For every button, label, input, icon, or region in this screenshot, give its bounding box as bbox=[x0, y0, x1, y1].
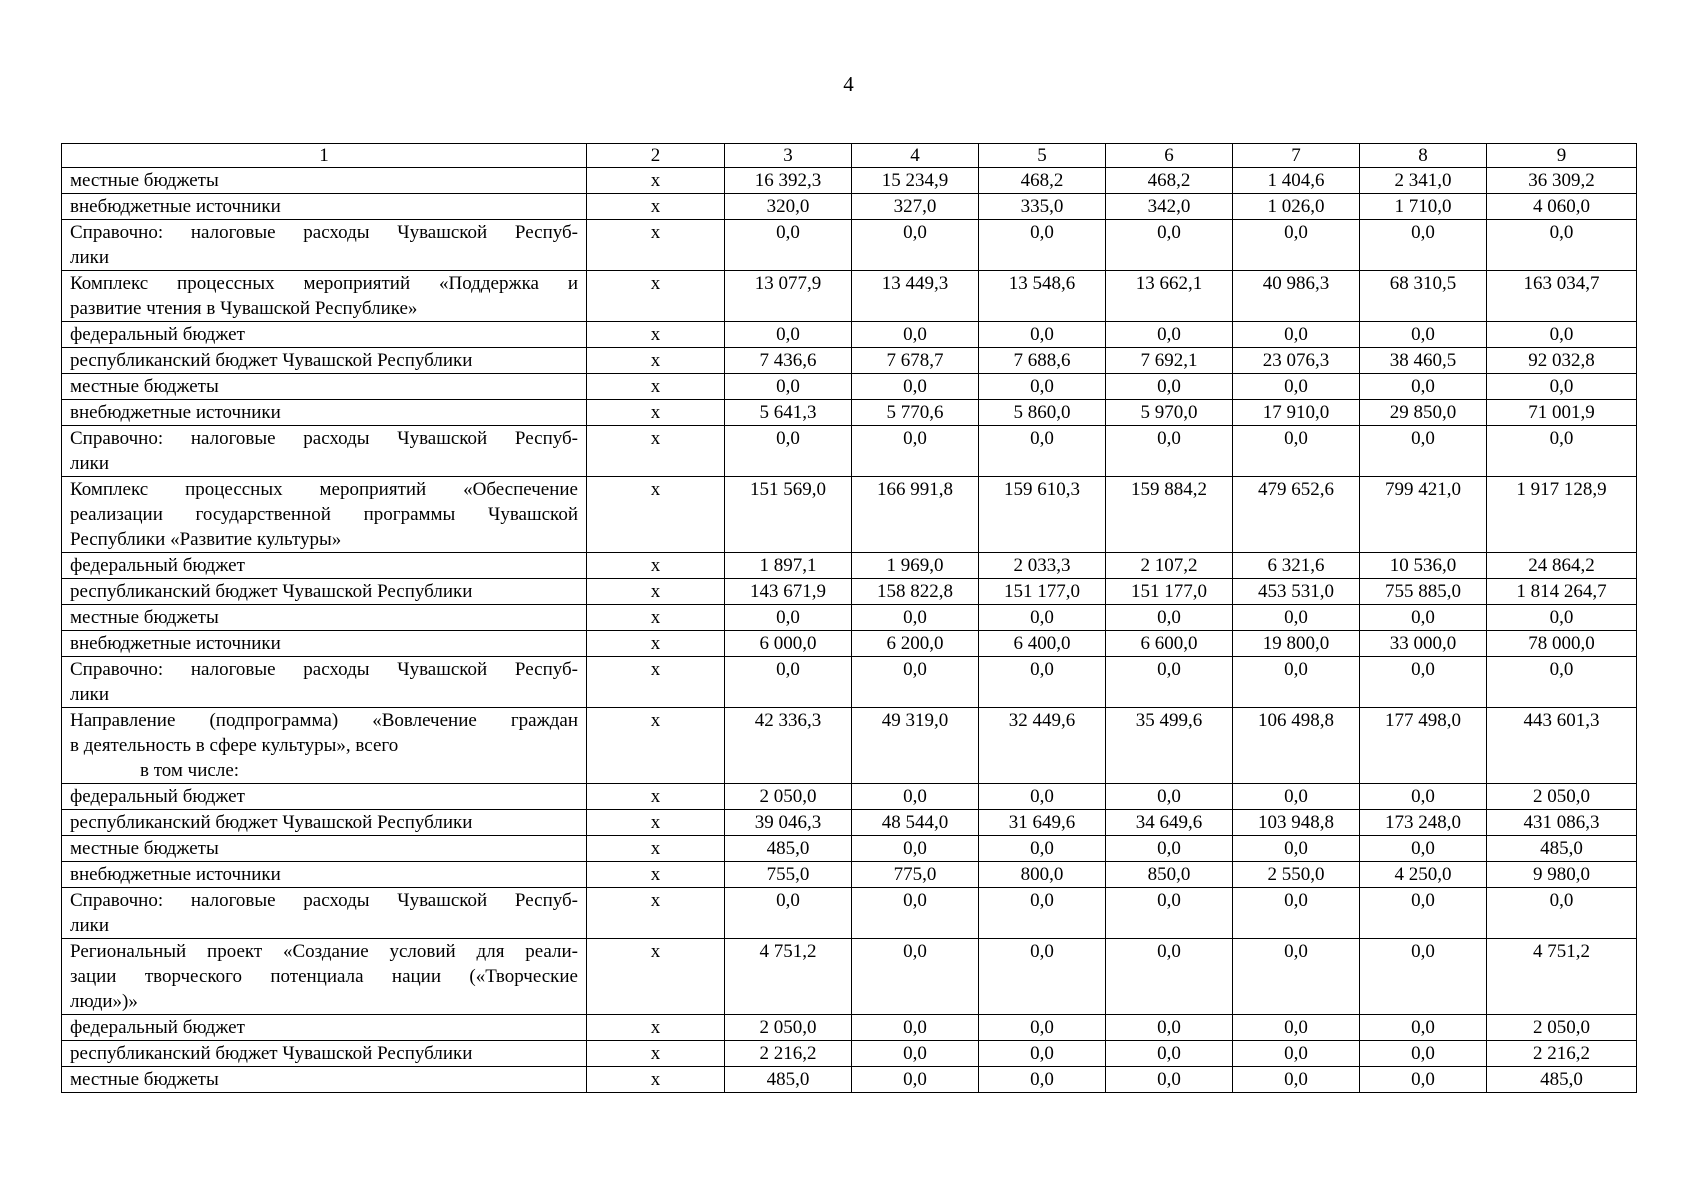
row-value-cell: 0,0 bbox=[979, 1041, 1106, 1067]
row-value-cell: 29 850,0 bbox=[1360, 400, 1487, 426]
row-value-cell: 0,0 bbox=[1106, 1067, 1233, 1093]
row-value-cell: 49 319,0 bbox=[852, 708, 979, 784]
table-row bbox=[62, 1067, 1637, 1093]
row-name-cell bbox=[62, 708, 587, 784]
row-value-cell: 0,0 bbox=[1233, 1041, 1360, 1067]
table-row bbox=[62, 400, 1637, 426]
row-value-cell: 13 449,3 bbox=[852, 271, 979, 322]
row-name-cell bbox=[62, 1067, 587, 1093]
row-name-cell bbox=[62, 1015, 587, 1041]
row-code-cell: х bbox=[587, 939, 725, 1015]
row-value-cell: 0,0 bbox=[1106, 1041, 1233, 1067]
row-code-cell: х bbox=[587, 1067, 725, 1093]
row-value-cell: 468,2 bbox=[979, 168, 1106, 194]
row-name-line: местные бюджеты bbox=[70, 170, 219, 191]
row-value-cell: 4 250,0 bbox=[1360, 862, 1487, 888]
row-value-cell: 0,0 bbox=[1106, 426, 1233, 477]
row-value-cell: 0,0 bbox=[1360, 605, 1487, 631]
row-value-cell: 2 050,0 bbox=[725, 1015, 852, 1041]
row-value-cell: 0,0 bbox=[852, 322, 979, 348]
row-value-cell: 106 498,8 bbox=[1233, 708, 1360, 784]
row-value-cell: 0,0 bbox=[1106, 836, 1233, 862]
table-row bbox=[62, 810, 1637, 836]
row-value-cell: 4 060,0 bbox=[1487, 194, 1637, 220]
row-name-line: лики bbox=[70, 453, 110, 474]
column-number-row bbox=[62, 144, 1637, 168]
row-value-cell: 1 897,1 bbox=[725, 553, 852, 579]
row-value-cell: 0,0 bbox=[1360, 784, 1487, 810]
row-value-cell: 2 550,0 bbox=[1233, 862, 1360, 888]
row-name-cell bbox=[62, 168, 587, 194]
row-value-cell: 342,0 bbox=[1106, 194, 1233, 220]
row-name-line: местные бюджеты bbox=[70, 838, 219, 859]
column-header: 2 bbox=[587, 144, 725, 168]
row-value-cell: 0,0 bbox=[1106, 939, 1233, 1015]
row-value-cell: 1 710,0 bbox=[1360, 194, 1487, 220]
row-name-cell bbox=[62, 939, 587, 1015]
row-value-cell: 0,0 bbox=[979, 888, 1106, 939]
row-value-cell: 6 400,0 bbox=[979, 631, 1106, 657]
row-value-cell: 0,0 bbox=[852, 1015, 979, 1041]
row-value-cell: 7 692,1 bbox=[1106, 348, 1233, 374]
row-value-cell: 17 910,0 bbox=[1233, 400, 1360, 426]
row-value-cell: 0,0 bbox=[979, 939, 1106, 1015]
row-code-cell: х bbox=[587, 374, 725, 400]
row-code-cell: х bbox=[587, 579, 725, 605]
row-name-cell bbox=[62, 605, 587, 631]
row-value-cell: 36 309,2 bbox=[1487, 168, 1637, 194]
row-value-cell: 755,0 bbox=[725, 862, 852, 888]
table-row bbox=[62, 836, 1637, 862]
row-code-cell: х bbox=[587, 426, 725, 477]
row-name-line: республиканский бюджет Чувашской Республики bbox=[70, 350, 473, 371]
row-name-cell bbox=[62, 810, 587, 836]
row-value-cell: 0,0 bbox=[1233, 888, 1360, 939]
row-value-cell: 0,0 bbox=[1487, 657, 1637, 708]
row-value-cell: 468,2 bbox=[1106, 168, 1233, 194]
row-code-cell: х bbox=[587, 784, 725, 810]
row-value-cell: 13 077,9 bbox=[725, 271, 852, 322]
row-name-cell bbox=[62, 657, 587, 708]
row-name-line: лики bbox=[70, 247, 110, 268]
row-value-cell: 6 321,6 bbox=[1233, 553, 1360, 579]
row-value-cell: 0,0 bbox=[1360, 1015, 1487, 1041]
row-name-cell bbox=[62, 862, 587, 888]
row-value-cell: 4 751,2 bbox=[725, 939, 852, 1015]
table-row bbox=[62, 322, 1637, 348]
row-value-cell: 431 086,3 bbox=[1487, 810, 1637, 836]
table-row bbox=[62, 1015, 1637, 1041]
row-value-cell: 16 392,3 bbox=[725, 168, 852, 194]
row-value-cell: 0,0 bbox=[1360, 836, 1487, 862]
row-value-cell: 5 970,0 bbox=[1106, 400, 1233, 426]
row-name-cell bbox=[62, 553, 587, 579]
row-value-cell: 7 688,6 bbox=[979, 348, 1106, 374]
row-value-cell: 479 652,6 bbox=[1233, 477, 1360, 553]
row-value-cell: 0,0 bbox=[852, 939, 979, 1015]
row-value-cell: 13 548,6 bbox=[979, 271, 1106, 322]
row-name-line: местные бюджеты bbox=[70, 376, 219, 397]
row-value-cell: 0,0 bbox=[1106, 784, 1233, 810]
row-code-cell: х bbox=[587, 657, 725, 708]
row-value-cell: 158 822,8 bbox=[852, 579, 979, 605]
row-value-cell: 42 336,3 bbox=[725, 708, 852, 784]
row-value-cell: 2 216,2 bbox=[725, 1041, 852, 1067]
row-value-cell: 177 498,0 bbox=[1360, 708, 1487, 784]
row-value-cell: 0,0 bbox=[979, 426, 1106, 477]
row-value-cell: 0,0 bbox=[1487, 426, 1637, 477]
row-value-cell: 0,0 bbox=[1360, 1067, 1487, 1093]
row-value-cell: 34 649,6 bbox=[1106, 810, 1233, 836]
row-code-cell: х bbox=[587, 605, 725, 631]
row-name-line: Комплекс процессных мероприятий «Поддержка и bbox=[70, 273, 578, 294]
row-value-cell: 32 449,6 bbox=[979, 708, 1106, 784]
table-row bbox=[62, 862, 1637, 888]
row-name-cell bbox=[62, 579, 587, 605]
row-value-cell: 0,0 bbox=[1106, 322, 1233, 348]
row-name-line: внебюджетные источники bbox=[70, 402, 281, 423]
row-value-cell: 4 751,2 bbox=[1487, 939, 1637, 1015]
table-row bbox=[62, 579, 1637, 605]
row-value-cell: 485,0 bbox=[1487, 836, 1637, 862]
row-value-cell: 2 050,0 bbox=[1487, 1015, 1637, 1041]
row-name-cell bbox=[62, 271, 587, 322]
row-value-cell: 0,0 bbox=[1106, 374, 1233, 400]
row-code-cell: х bbox=[587, 400, 725, 426]
table-row bbox=[62, 1041, 1637, 1067]
row-name-line: в деятельность в сфере культуры», всего bbox=[70, 735, 399, 756]
row-value-cell: 143 671,9 bbox=[725, 579, 852, 605]
row-value-cell: 0,0 bbox=[852, 1067, 979, 1093]
row-value-cell: 0,0 bbox=[979, 1015, 1106, 1041]
row-code-cell: х bbox=[587, 220, 725, 271]
row-value-cell: 0,0 bbox=[979, 784, 1106, 810]
row-value-cell: 13 662,1 bbox=[1106, 271, 1233, 322]
row-value-cell: 0,0 bbox=[979, 657, 1106, 708]
row-value-cell: 6 600,0 bbox=[1106, 631, 1233, 657]
row-name-line: реализации государственной программы Чувашской bbox=[70, 504, 578, 525]
row-value-cell: 0,0 bbox=[1487, 605, 1637, 631]
row-value-cell: 0,0 bbox=[1360, 322, 1487, 348]
row-value-cell: 9 980,0 bbox=[1487, 862, 1637, 888]
row-value-cell: 0,0 bbox=[1233, 374, 1360, 400]
budget-table bbox=[61, 143, 1637, 1093]
row-name-line: зации творческого потенциала нации («Творческие bbox=[70, 966, 578, 987]
column-header: 6 bbox=[1106, 144, 1233, 168]
row-value-cell: 0,0 bbox=[1233, 784, 1360, 810]
row-name-cell bbox=[62, 1041, 587, 1067]
row-code-cell: х bbox=[587, 168, 725, 194]
row-value-cell: 1 917 128,9 bbox=[1487, 477, 1637, 553]
row-code-cell: х bbox=[587, 631, 725, 657]
row-value-cell: 92 032,8 bbox=[1487, 348, 1637, 374]
column-header: 9 bbox=[1487, 144, 1637, 168]
row-value-cell: 0,0 bbox=[1487, 322, 1637, 348]
row-value-cell: 68 310,5 bbox=[1360, 271, 1487, 322]
row-value-cell: 0,0 bbox=[852, 426, 979, 477]
row-value-cell: 0,0 bbox=[979, 836, 1106, 862]
row-value-cell: 0,0 bbox=[1106, 1015, 1233, 1041]
row-value-cell: 0,0 bbox=[1360, 426, 1487, 477]
row-value-cell: 0,0 bbox=[852, 836, 979, 862]
row-name-line: лики bbox=[70, 684, 110, 705]
row-value-cell: 1 026,0 bbox=[1233, 194, 1360, 220]
column-header: 8 bbox=[1360, 144, 1487, 168]
row-value-cell: 0,0 bbox=[1360, 1041, 1487, 1067]
row-code-cell: х bbox=[587, 810, 725, 836]
table-row bbox=[62, 271, 1637, 322]
row-value-cell: 0,0 bbox=[725, 657, 852, 708]
row-value-cell: 850,0 bbox=[1106, 862, 1233, 888]
row-value-cell: 0,0 bbox=[1233, 220, 1360, 271]
row-value-cell: 335,0 bbox=[979, 194, 1106, 220]
row-value-cell: 24 864,2 bbox=[1487, 553, 1637, 579]
table-row bbox=[62, 939, 1637, 1015]
table-row bbox=[62, 348, 1637, 374]
row-value-cell: 35 499,6 bbox=[1106, 708, 1233, 784]
table-row bbox=[62, 631, 1637, 657]
row-name-cell bbox=[62, 477, 587, 553]
row-value-cell: 0,0 bbox=[725, 888, 852, 939]
row-value-cell: 0,0 bbox=[1106, 220, 1233, 271]
row-value-cell: 33 000,0 bbox=[1360, 631, 1487, 657]
row-value-cell: 0,0 bbox=[852, 888, 979, 939]
row-name-line: федеральный бюджет bbox=[70, 786, 245, 807]
row-name-line: Справочно: налоговые расходы Чувашской Респуб- bbox=[70, 428, 578, 449]
row-value-cell: 0,0 bbox=[1233, 605, 1360, 631]
row-value-cell: 0,0 bbox=[725, 426, 852, 477]
row-name-line: Справочно: налоговые расходы Чувашской Респуб- bbox=[70, 890, 578, 911]
column-header: 4 bbox=[852, 144, 979, 168]
row-value-cell: 1 404,6 bbox=[1233, 168, 1360, 194]
row-value-cell: 0,0 bbox=[1106, 888, 1233, 939]
row-code-cell: х bbox=[587, 322, 725, 348]
row-name-line: внебюджетные источники bbox=[70, 633, 281, 654]
row-value-cell: 39 046,3 bbox=[725, 810, 852, 836]
row-name-line: Региональный проект «Создание условий для реали- bbox=[70, 941, 578, 962]
row-value-cell: 775,0 bbox=[852, 862, 979, 888]
row-value-cell: 0,0 bbox=[1360, 888, 1487, 939]
row-name-line: Справочно: налоговые расходы Чувашской Респуб- bbox=[70, 222, 578, 243]
table-row bbox=[62, 220, 1637, 271]
row-value-cell: 0,0 bbox=[1106, 657, 1233, 708]
row-name-line: лики bbox=[70, 915, 110, 936]
row-value-cell: 485,0 bbox=[725, 836, 852, 862]
row-value-cell: 7 678,7 bbox=[852, 348, 979, 374]
table-row bbox=[62, 168, 1637, 194]
row-code-cell: х bbox=[587, 836, 725, 862]
row-value-cell: 0,0 bbox=[979, 220, 1106, 271]
row-value-cell: 2 033,3 bbox=[979, 553, 1106, 579]
row-code-cell: х bbox=[587, 1015, 725, 1041]
row-value-cell: 0,0 bbox=[852, 784, 979, 810]
row-value-cell: 0,0 bbox=[725, 374, 852, 400]
row-value-cell: 0,0 bbox=[1233, 1015, 1360, 1041]
row-value-cell: 40 986,3 bbox=[1233, 271, 1360, 322]
row-value-cell: 0,0 bbox=[1360, 220, 1487, 271]
row-code-cell: х bbox=[587, 888, 725, 939]
row-code-cell: х bbox=[587, 477, 725, 553]
row-value-cell: 320,0 bbox=[725, 194, 852, 220]
row-value-cell: 0,0 bbox=[1360, 657, 1487, 708]
row-name-cell bbox=[62, 374, 587, 400]
row-value-cell: 71 001,9 bbox=[1487, 400, 1637, 426]
row-code-cell: х bbox=[587, 271, 725, 322]
row-value-cell: 19 800,0 bbox=[1233, 631, 1360, 657]
row-value-cell: 0,0 bbox=[852, 374, 979, 400]
row-value-cell: 0,0 bbox=[979, 605, 1106, 631]
row-value-cell: 0,0 bbox=[1233, 1067, 1360, 1093]
row-value-cell: 78 000,0 bbox=[1487, 631, 1637, 657]
row-name-cell bbox=[62, 348, 587, 374]
row-name-line: федеральный бюджет bbox=[70, 324, 245, 345]
row-name-cell bbox=[62, 400, 587, 426]
table-row bbox=[62, 657, 1637, 708]
row-value-cell: 0,0 bbox=[979, 1067, 1106, 1093]
row-value-cell: 0,0 bbox=[725, 322, 852, 348]
row-name-line: Комплекс процессных мероприятий «Обеспечение bbox=[70, 479, 578, 500]
row-value-cell: 0,0 bbox=[1233, 939, 1360, 1015]
row-value-cell: 800,0 bbox=[979, 862, 1106, 888]
row-name-line: местные бюджеты bbox=[70, 1069, 219, 1090]
table-row bbox=[62, 888, 1637, 939]
row-value-cell: 0,0 bbox=[725, 220, 852, 271]
row-name-cell bbox=[62, 220, 587, 271]
row-code-cell: х bbox=[587, 553, 725, 579]
row-value-cell: 1 969,0 bbox=[852, 553, 979, 579]
row-value-cell: 485,0 bbox=[1487, 1067, 1637, 1093]
row-value-cell: 6 200,0 bbox=[852, 631, 979, 657]
row-value-cell: 151 569,0 bbox=[725, 477, 852, 553]
row-value-cell: 0,0 bbox=[1360, 374, 1487, 400]
row-value-cell: 5 860,0 bbox=[979, 400, 1106, 426]
row-name-line: республиканский бюджет Чувашской Республики bbox=[70, 1043, 473, 1064]
row-code-cell: х bbox=[587, 1041, 725, 1067]
row-name-subnote: в том числе: bbox=[140, 760, 240, 781]
row-name-cell bbox=[62, 888, 587, 939]
row-name-cell bbox=[62, 194, 587, 220]
row-value-cell: 0,0 bbox=[1360, 939, 1487, 1015]
row-name-line: Направление (подпрограмма) «Вовлечение граждан bbox=[70, 710, 578, 731]
row-value-cell: 0,0 bbox=[1233, 836, 1360, 862]
row-value-cell: 2 216,2 bbox=[1487, 1041, 1637, 1067]
row-value-cell: 15 234,9 bbox=[852, 168, 979, 194]
row-value-cell: 0,0 bbox=[1487, 374, 1637, 400]
row-value-cell: 443 601,3 bbox=[1487, 708, 1637, 784]
table-body bbox=[62, 168, 1637, 1093]
row-value-cell: 103 948,8 bbox=[1233, 810, 1360, 836]
row-value-cell: 0,0 bbox=[979, 374, 1106, 400]
row-value-cell: 0,0 bbox=[979, 322, 1106, 348]
row-value-cell: 2 050,0 bbox=[725, 784, 852, 810]
row-name-cell bbox=[62, 426, 587, 477]
row-name-line: внебюджетные источники bbox=[70, 864, 281, 885]
table-row bbox=[62, 708, 1637, 784]
row-value-cell: 0,0 bbox=[852, 605, 979, 631]
table-row bbox=[62, 374, 1637, 400]
column-header: 5 bbox=[979, 144, 1106, 168]
page-number: 4 bbox=[843, 72, 854, 96]
row-value-cell: 2 050,0 bbox=[1487, 784, 1637, 810]
row-value-cell: 799 421,0 bbox=[1360, 477, 1487, 553]
table-row bbox=[62, 194, 1637, 220]
row-value-cell: 10 536,0 bbox=[1360, 553, 1487, 579]
row-value-cell: 159 610,3 bbox=[979, 477, 1106, 553]
table-row bbox=[62, 426, 1637, 477]
row-name-cell bbox=[62, 836, 587, 862]
row-name-line: федеральный бюджет bbox=[70, 1017, 245, 1038]
row-value-cell: 0,0 bbox=[1233, 322, 1360, 348]
column-header: 3 bbox=[725, 144, 852, 168]
table-row bbox=[62, 553, 1637, 579]
row-value-cell: 38 460,5 bbox=[1360, 348, 1487, 374]
row-name-cell bbox=[62, 784, 587, 810]
row-value-cell: 327,0 bbox=[852, 194, 979, 220]
row-value-cell: 23 076,3 bbox=[1233, 348, 1360, 374]
row-value-cell: 0,0 bbox=[852, 220, 979, 271]
table-row bbox=[62, 477, 1637, 553]
row-code-cell: х bbox=[587, 708, 725, 784]
row-value-cell: 7 436,6 bbox=[725, 348, 852, 374]
row-name-line: федеральный бюджет bbox=[70, 555, 245, 576]
row-name-line: внебюджетные источники bbox=[70, 196, 281, 217]
row-name-line: развитие чтения в Чувашской Республике» bbox=[70, 298, 418, 319]
row-name-line: республиканский бюджет Чувашской Республики bbox=[70, 812, 473, 833]
row-value-cell: 485,0 bbox=[725, 1067, 852, 1093]
row-code-cell: х bbox=[587, 862, 725, 888]
row-value-cell: 5 770,6 bbox=[852, 400, 979, 426]
row-value-cell: 1 814 264,7 bbox=[1487, 579, 1637, 605]
row-value-cell: 151 177,0 bbox=[979, 579, 1106, 605]
row-name-cell bbox=[62, 322, 587, 348]
row-value-cell: 31 649,6 bbox=[979, 810, 1106, 836]
row-value-cell: 0,0 bbox=[1233, 426, 1360, 477]
row-value-cell: 0,0 bbox=[1233, 657, 1360, 708]
row-value-cell: 159 884,2 bbox=[1106, 477, 1233, 553]
row-name-cell bbox=[62, 631, 587, 657]
row-value-cell: 5 641,3 bbox=[725, 400, 852, 426]
row-name-line: люди»)» bbox=[70, 991, 138, 1012]
row-name-line: местные бюджеты bbox=[70, 607, 219, 628]
row-value-cell: 2 341,0 bbox=[1360, 168, 1487, 194]
row-value-cell: 0,0 bbox=[1106, 605, 1233, 631]
row-value-cell: 173 248,0 bbox=[1360, 810, 1487, 836]
row-code-cell: х bbox=[587, 194, 725, 220]
row-value-cell: 0,0 bbox=[852, 1041, 979, 1067]
column-header: 7 bbox=[1233, 144, 1360, 168]
row-value-cell: 755 885,0 bbox=[1360, 579, 1487, 605]
row-value-cell: 151 177,0 bbox=[1106, 579, 1233, 605]
row-code-cell: х bbox=[587, 348, 725, 374]
row-value-cell: 0,0 bbox=[852, 657, 979, 708]
table-row bbox=[62, 784, 1637, 810]
row-name-line: республиканский бюджет Чувашской Республики bbox=[70, 581, 473, 602]
row-value-cell: 48 544,0 bbox=[852, 810, 979, 836]
row-value-cell: 453 531,0 bbox=[1233, 579, 1360, 605]
row-value-cell: 0,0 bbox=[1487, 220, 1637, 271]
row-value-cell: 166 991,8 bbox=[852, 477, 979, 553]
column-header: 1 bbox=[62, 144, 587, 168]
row-value-cell: 6 000,0 bbox=[725, 631, 852, 657]
row-value-cell: 2 107,2 bbox=[1106, 553, 1233, 579]
row-name-line: Республики «Развитие культуры» bbox=[70, 529, 342, 550]
table-row bbox=[62, 605, 1637, 631]
row-value-cell: 0,0 bbox=[725, 605, 852, 631]
row-value-cell: 163 034,7 bbox=[1487, 271, 1637, 322]
row-value-cell: 0,0 bbox=[1487, 888, 1637, 939]
row-name-line: Справочно: налоговые расходы Чувашской Респуб- bbox=[70, 659, 578, 680]
